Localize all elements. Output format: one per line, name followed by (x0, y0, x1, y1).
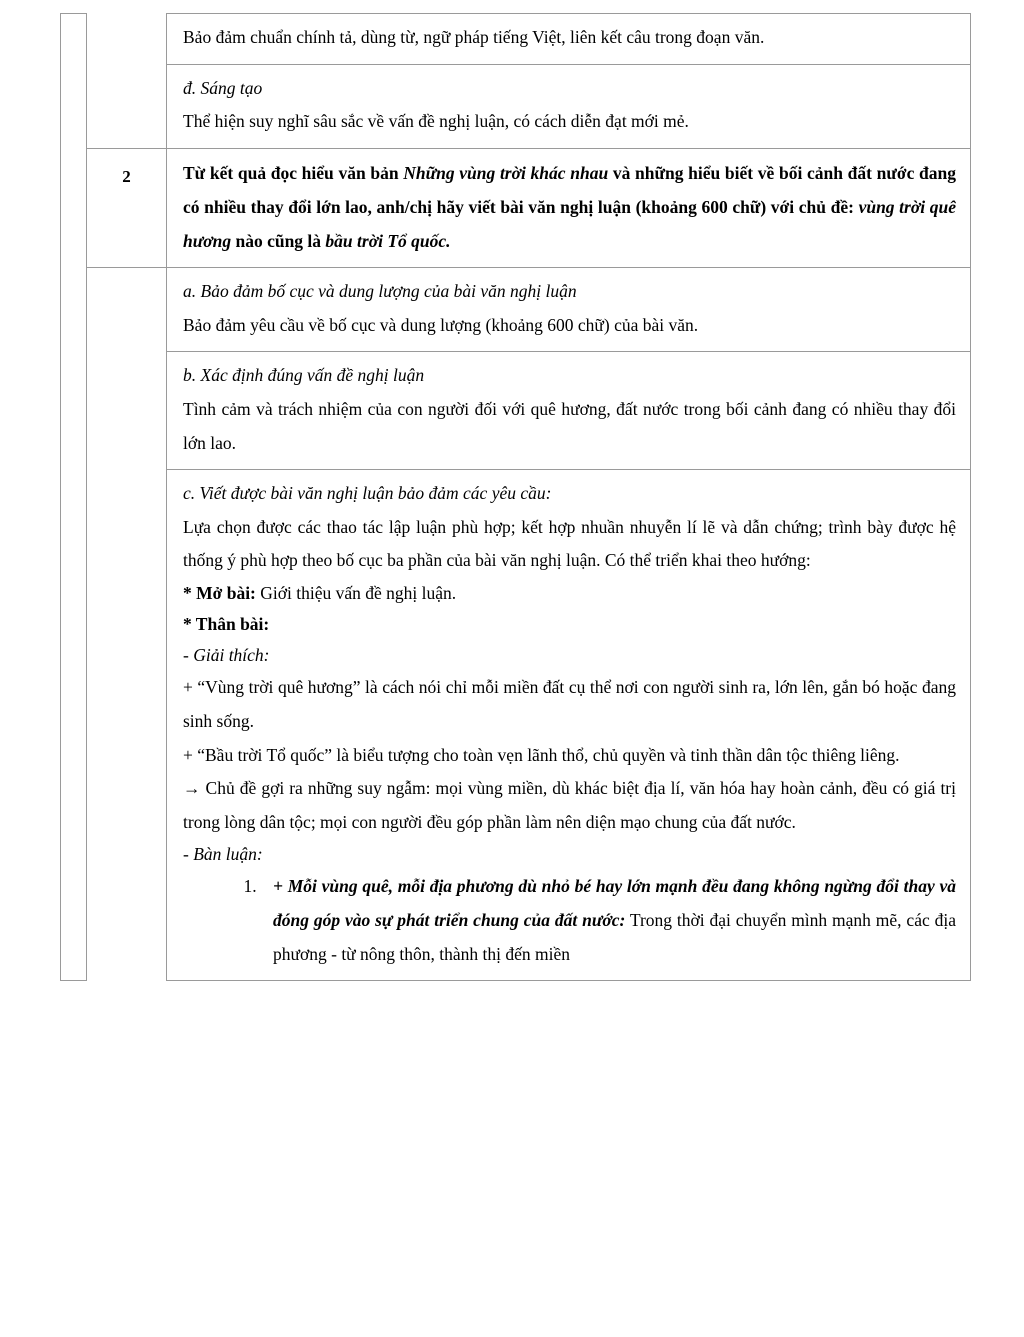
text-run: * Mở bài: (183, 582, 256, 603)
outline-explain-conclusion: → Chủ đề gợi ra những suy ngẫm: mọi vùng miền, dù khác biệt địa lí, văn hóa hay hoàn cảnh, đều có giá trị trong lòng dân tộc; mọi con người đều góp phần làm nên diện mạo chung của đất nước. (183, 778, 956, 832)
text-run: + Mỗi vùng quê, mỗi địa phương dù nhỏ bé hay lớn mạnh đều đang không ngừng đổi thay và đóng góp vào sự phát triển chung của đất nước: (273, 876, 956, 931)
criterion-heading: c. Viết được bài văn nghị luận bảo đảm các yêu cầu: (183, 483, 552, 504)
rubric-table (60, 13, 971, 981)
table-row (61, 470, 971, 981)
text-run: Giới thiệu vấn đề nghị luận. (255, 582, 457, 603)
question-number-cell (87, 268, 167, 352)
question-number-cell (87, 64, 167, 148)
outline-explain-point: + “Bầu trời Tổ quốc” là biểu tượng cho toàn vẹn lãnh thổ, chủ quyền và tinh thần dân tộc thiêng liêng. (183, 744, 900, 765)
question-number: 2 (122, 166, 131, 186)
outline-discuss-heading: - Bàn luận: (183, 844, 263, 865)
outline-body-heading: * Thân bài: (183, 614, 270, 635)
criterion-body: Lựa chọn được các thao tác lập luận phù hợp; kết hợp nhuần nhuyễn lí lẽ và dẫn chứng; trình bày được hệ thống ý phù hợp theo bố cục ba phần của bài văn nghị luận. Có thể triển khai theo hướng: (183, 516, 956, 571)
text-run: nào cũng là (231, 231, 326, 252)
outline-explain-point: + “Vùng trời quê hương” là cách nói chỉ mỗi miền đất cụ thể nơi con người sinh ra, lớn lên, gắn bó hoặc đang sinh sống. (183, 677, 956, 731)
text-run: vùng trời quê hương (183, 196, 956, 252)
criterion-content-cell (167, 352, 971, 470)
rubric-table-body (61, 14, 971, 981)
left-spacer-column (61, 14, 87, 981)
outline-intro (183, 578, 956, 609)
question-number-cell (87, 352, 167, 470)
text-run: Trong thời đại chuyển mình mạnh mẽ, các địa phương - từ nông thôn, thành thị đến miền (273, 910, 956, 964)
criterion-text: Bảo đảm chuẩn chính tả, dùng từ, ngữ pháp tiếng Việt, liên kết câu trong đoạn văn. (183, 27, 765, 47)
table-row (61, 14, 971, 65)
question-statement-cell (167, 148, 971, 267)
list-item (261, 870, 956, 971)
outline-discussion-list (183, 870, 956, 971)
table-row (61, 268, 971, 352)
question-statement (183, 156, 956, 258)
table-row (61, 64, 971, 148)
text-run: bầu trời Tổ quốc. (325, 231, 451, 252)
question-number-cell (87, 14, 167, 65)
criterion-content-cell (167, 14, 971, 65)
criterion-heading: đ. Sáng tạo (183, 77, 263, 98)
outline-explain-heading: - Giải thích: (183, 645, 270, 666)
criterion-heading: b. Xác định đúng vấn đề nghị luận (183, 365, 425, 386)
criterion-content-cell (167, 64, 971, 148)
table-row (61, 148, 971, 267)
question-number-cell (87, 470, 167, 981)
text-run: Những vùng trời khác nhau (403, 162, 609, 183)
criterion-text: Bảo đảm yêu cầu về bố cục và dung lượng (khoảng 600 chữ) của bài văn. (183, 314, 699, 335)
criterion-text: Thể hiện suy nghĩ sâu sắc về vấn đề nghị luận, có cách diễn đạt mới mẻ. (183, 111, 689, 132)
criterion-content-cell (167, 470, 971, 981)
question-number-cell (87, 148, 167, 267)
text-run: và những hiểu biết về bối cảnh đất nước đang có nhiều thay đổi lớn lao, anh/chị hãy viết bài văn nghị luận (khoảng 600 chữ) với chủ đề: (183, 162, 956, 217)
table-row (61, 352, 971, 470)
text-run: Từ kết quả đọc hiểu văn bản (183, 162, 404, 183)
criterion-text: Tình cảm và trách nhiệm của con người đối với quê hương, đất nước trong bối cảnh đang có nhiều thay đổi lớn lao. (183, 398, 956, 453)
criterion-heading: a. Bảo đảm bố cục và dung lượng của bài văn nghị luận (183, 281, 577, 302)
criterion-content-cell (167, 268, 971, 352)
